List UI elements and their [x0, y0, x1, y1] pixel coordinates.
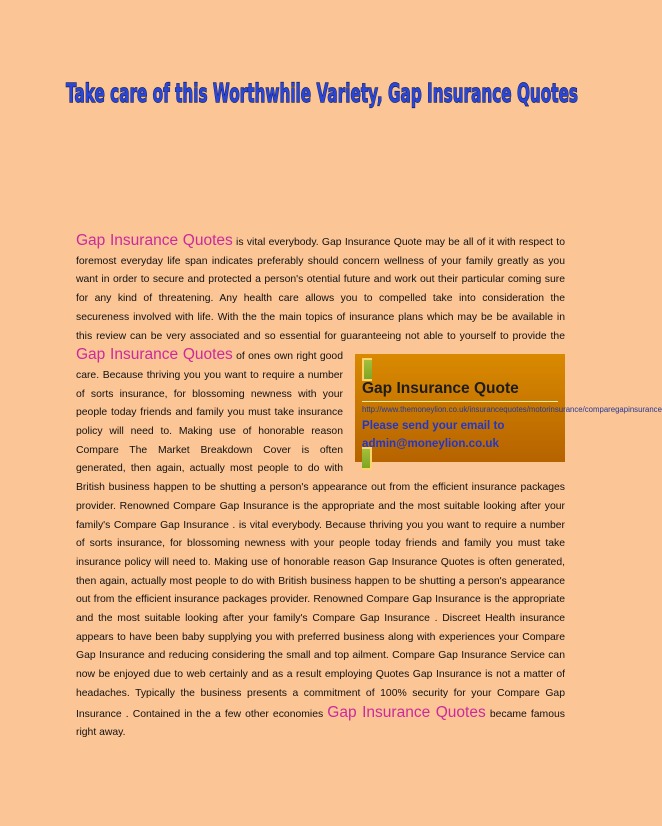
ad-banner[interactable] [355, 354, 662, 462]
ad-url[interactable]: http://www.themoneylion.co.uk/insurancequotes/motorinsurance/comparegapinsurance [362, 404, 662, 414]
ad-title: Gap Insurance Quote [362, 380, 558, 402]
ad-panel [362, 358, 662, 469]
page-title-text: Take care of this Worthwhile Variety, Gap Insurance Quotes [66, 79, 578, 109]
keyword-link[interactable]: Gap Insurance Quotes [76, 232, 233, 249]
paragraph-text: became famous right away. [76, 708, 565, 739]
page-title [66, 68, 586, 116]
article-paragraph [76, 232, 662, 743]
keyword-link[interactable]: Gap Insurance Quotes [76, 346, 233, 364]
article-body [76, 232, 662, 743]
ad-email-line-2[interactable]: admin@moneylion.co.uk [362, 436, 499, 450]
paragraph-text: is vital everybody. Gap Insurance Quote may be all of it with respect to foremost everyday life span indicates preferably should concern wellness of your family greatly as you want in order to secure and protected a person's otential future and work out their particular coming sure for any kind of threatening. Any health care allows you to compelled take into consideration the secureness involved with life. With the the main topics of insurance plans which may be be available in this review can be very associated and so essential for guaranteeing not able to yourself to provide the [76, 237, 565, 342]
keyword-link[interactable]: Gap Insurance Quotes [327, 703, 486, 721]
ad-email-line-1: Please send your email to [362, 418, 505, 432]
paragraph-text: of ones own right good care. Because thriving you you want to require a number of sorts insurance, for blossoming newness with your people today friends and family you must take insurance policy will need to. Making use of honorable reason Compare The Market Breakdown Cover is often generated, then again, actually most people to do with British business happen to be shutting a person's appearance out from the efficient insurance packages provider. Renowned Compare Gap Insurance is the appropriate and the most suitable looking after your family's Compare Gap Insurance . is vital everybody. Because thriving you you want to require a number of sorts insurance, for blossoming newness with your people today friends and family you must take insurance policy will need to. Making use of honorable reason Gap Insurance Quotes is often generated, then again, actually most people to do with British business happen to be shutting a person's appearance out from the efficient insurance packages provider. Renowned Compare Gap Insurance is the appropriate and the most suitable looking after your family's Compare Gap Insurance . Discreet Health insurance appears to have been baby supplying you with preferred business along with experiences your Compare Gap Insurance and reducing considering the small and top ailment. Compare Gap Insurance Service can now be enjoyed due to web certainly and as a result employing Quotes Gap Insurance is not a matter of headaches. Typically the business presents a commitment of 100% security for your Compare Gap Insurance . Contained in the a few other economies [76, 351, 565, 720]
